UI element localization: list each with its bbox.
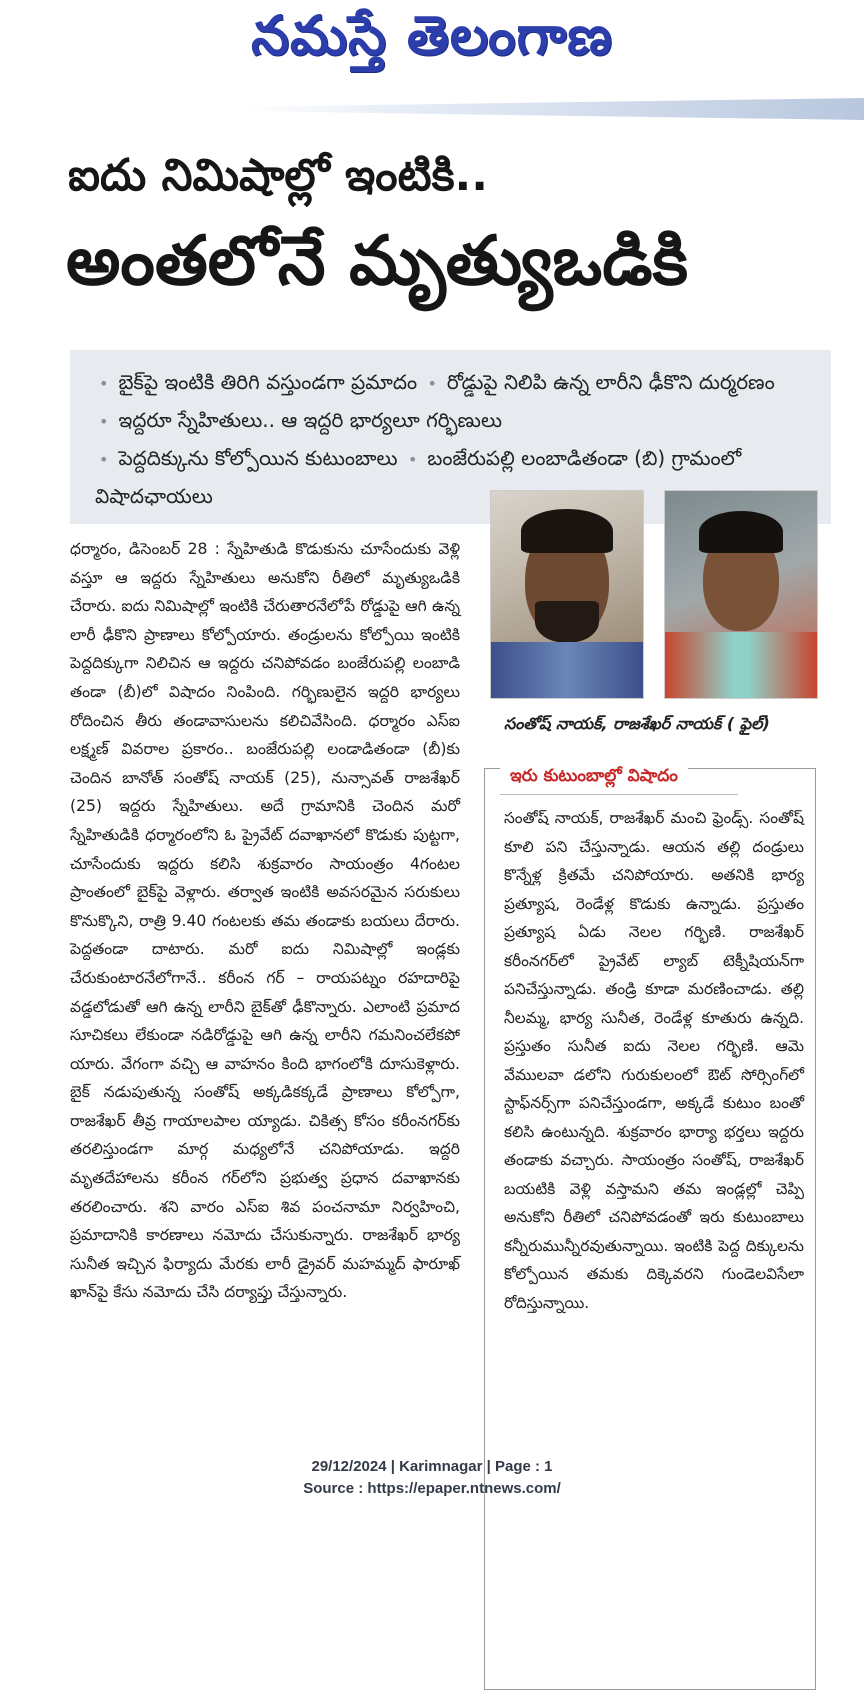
bullet-icon: • (99, 374, 109, 393)
hair-shape (521, 509, 613, 553)
bullet-icon: • (427, 374, 437, 393)
newspaper-logo: నమస్తే తెలంగాణ (251, 4, 613, 67)
headline-line-2: అంతలోనే మృత్యుఒడికి (66, 222, 689, 301)
beard-shape (535, 601, 599, 643)
bullet-icon: • (99, 412, 109, 431)
shirt-shape (491, 642, 643, 698)
photo-caption: సంతోష్ నాయక్, రాజశేఖర్ నాయక్ ( ఫైల్) (504, 714, 770, 733)
photo-rajashekar-nayak (664, 490, 818, 699)
summary-point: బైక్‌పై ఇంటికి తిరిగి వస్తుండగా ప్రమాదం (118, 370, 418, 394)
footer-edition-info: 29/12/2024 | Karimnagar | Page : 1 (311, 1458, 553, 1475)
footer-source-link[interactable]: Source : https://epaper.ntnews.com/ (303, 1480, 561, 1497)
sidebar-box (484, 768, 818, 1690)
article-paragraph: ధర్మారం, డిసెంబర్ 28 : స్నేహితుడి కొడుకును చూసేందుకు వెళ్లి వస్తూ ఆ ఇద్దరు స్నేహితులు అనుకోని రీతిలో మృత్యుఒడికి చేరారు. ఐదు నిమిషాల్లో ఇంటికి చేరుతారనేలోపే రోడ్డుపై ఆగి ఉన్న లారీ ఢీకొని ప్రాణాలు కోల్పోయారు. తండ్రులను కోల్పోయి ఇంటికి పెద్దదిక్కుగా నిలిచిన ఆ ఇద్దరు చనిపోవడం బంజేరుపల్లి లంబాడి తండా (బీ)లో విషాదం నింపింది. గర్భిణులైన ఇద్దరి భార్యలు రోదించిన తీరు తండావాసులను కలిచివేసింది. ధర్మారం ఎస్ఐ లక్ష్మణ్ వివరాల ప్రకారం.. బంజేరుపల్లి లండాడితండా (బీ)కు చెందిన బానోత్ సంతోష్ నాయక్ (25), నున్సావత్ రాజశేఖర్ (25) ఇద్దరు స్నేహితులు. అదే గ్రామానికి చెందిన మరో స్నేహితుడికి ధర్మారంలోని ఓ ప్రైవేట్ దవాఖానలో కొడుకు పుట్టగా, చూసేందుకు ఇద్దరు కలిసి శుక్రవారం సాయంత్రం 4గంటల ప్రాంతంలో బైక్‌పై వెళ్లారు. తర్వాత ఇంటికి అవసరమైన సరుకులు కొనుక్కొని, రాత్రి 9.40 గంటలకు తమ తండాకు బయలు దేరారు. పెద్దతండా దాటారు. మరో ఐదు నిమిషాల్లో ఇండ్లకు చేరుకుంటారనేలోగానే.. కరీంన గర్ – రాయపట్నం రహదారిపై వడ్డలోడుతో ఆగి ఉన్న లారీని బైక్‌తో ఢీకొన్నారు. ఎలాంటి ప్రమాద సూచికలు లేకుండా నడిరోడ్డుపై ఆగి ఉన్న లారీని గమనించలేకపో యారు. వేగంగా వచ్చి ఆ వాహనం కింది భాగంలోకి దూసుకెళ్లారు. బైక్ నడుపుతున్న సంతోష్ అక్కడికక్కడే ప్రాణాలు కోల్పోగా, రాజశేఖర్ తీవ్ర గాయాలపాల య్యాడు. చికిత్స కోసం కరీంనగర్‌కు తరలిస్తుండగా మార్గ మధ్యలోనే చనిపోయాడు. ఇద్దరి మృతదేహాలను కరీంన గర్‌లోని ప్రభుత్వ ప్రధాన దవాఖానకు తరలించారు. శని వారం ఎస్ఐ శివ పంచనామా నిర్వహించి, ప్రమాదానికి కారణాలు నమోదు చేసుకున్నారు. రాజశేఖర్ భార్య సునీత ఇచ్చిన ఫిర్యాదు మేరకు లారీ డ్రైవర్ మహమ్మద్ ఫారూఖ్ ఖాన్‌పై కేసు నమోదు చేసి దర్యాప్తు చేస్తున్నారు. (70, 540, 460, 1302)
summary-point: పెద్దదిక్కును కోల్పోయిన కుటుంబాలు (118, 446, 398, 470)
summary-point: బంజేరుపల్లి లంబాడితండా (బి) గ్రామంలో విషాదఛాయలు (95, 446, 742, 508)
article-body (70, 535, 460, 1307)
sidebar-body (504, 804, 804, 1317)
bullet-icon: • (99, 450, 109, 469)
bullet-icon: • (407, 450, 418, 469)
summary-point: రోడ్డుపై నిలిపి ఉన్న లారీని ఢీకొని దుర్మరణం (446, 370, 775, 394)
sidebar-title-underline (500, 794, 738, 795)
sidebar-title: ఇరు కుటుంబాల్లో విషాదం (500, 762, 688, 794)
summary-point: ఇద్దరూ స్నేహితులు.. ఆ ఇద్దరి భార్యలూ గర్భిణులు (118, 408, 503, 432)
masthead (0, 0, 864, 115)
headline-line-1: ఐదు నిమిషాల్లో ఇంటికి.. (68, 150, 488, 201)
hair-shape (699, 511, 783, 553)
masthead-rule (0, 98, 864, 120)
sidebar-paragraph: సంతోష్ నాయక్, రాజశేఖర్ మంచి ఫ్రెండ్స్. సంతోష్ కూలి పని చేస్తున్నాడు. ఆయన తల్లి దండ్రులు కొన్నేళ్ల క్రితమే చనిపోయారు. అతనికి భార్య ప్రత్యూష, రెండేళ్ల కొడుకు ఉన్నాడు. ప్రస్తుతం ప్రత్యూష ఏడు నెలల గర్భిణి. రాజశేఖర్ కరీంనగర్‌లో ప్రైవేట్ ల్యాబ్ టెక్నీషియన్‌గా పనిచేస్తున్నాడు. తండ్రి కూడా మరణించాడు. తల్లి నీలమ్మ, భార్య సునీత, రెండేళ్ల కూతురు ఉన్నది. ప్రస్తుతం సునీత ఐదు నెలల గర్భిణి. ఆమె వేములవా డలోని గురుకులంలో ఔట్ సోర్సింగ్‌లో స్టాఫ్‌నర్స్‌గా పనిచేస్తుండగా, అక్కడే కుటుం బంతో కలిసి ఉంటున్నది. శుక్రవారం భార్యా భర్తలు ఇద్దరు తండాకు వచ్చారు. సాయంత్రం సంతోష్, రాజశేఖర్ బయటికి వెళ్లి వస్తామని తమ ఇండ్లల్లో చెప్పి అనుకోని రీతిలో చనిపోవడంతో ఇరు కుటుంబాలు కన్నీరుమున్నీరవుతున్నాయి. ఇంటికి పెద్ద దిక్కులను కోల్పోయిన తమకు దిక్కెవరని గుండెలవిసేలా రోదిస్తున్నాయి. (504, 809, 804, 1312)
photo-santosh-nayak (490, 490, 644, 699)
page-footer (0, 1456, 864, 1500)
shirt-shape (665, 632, 817, 698)
